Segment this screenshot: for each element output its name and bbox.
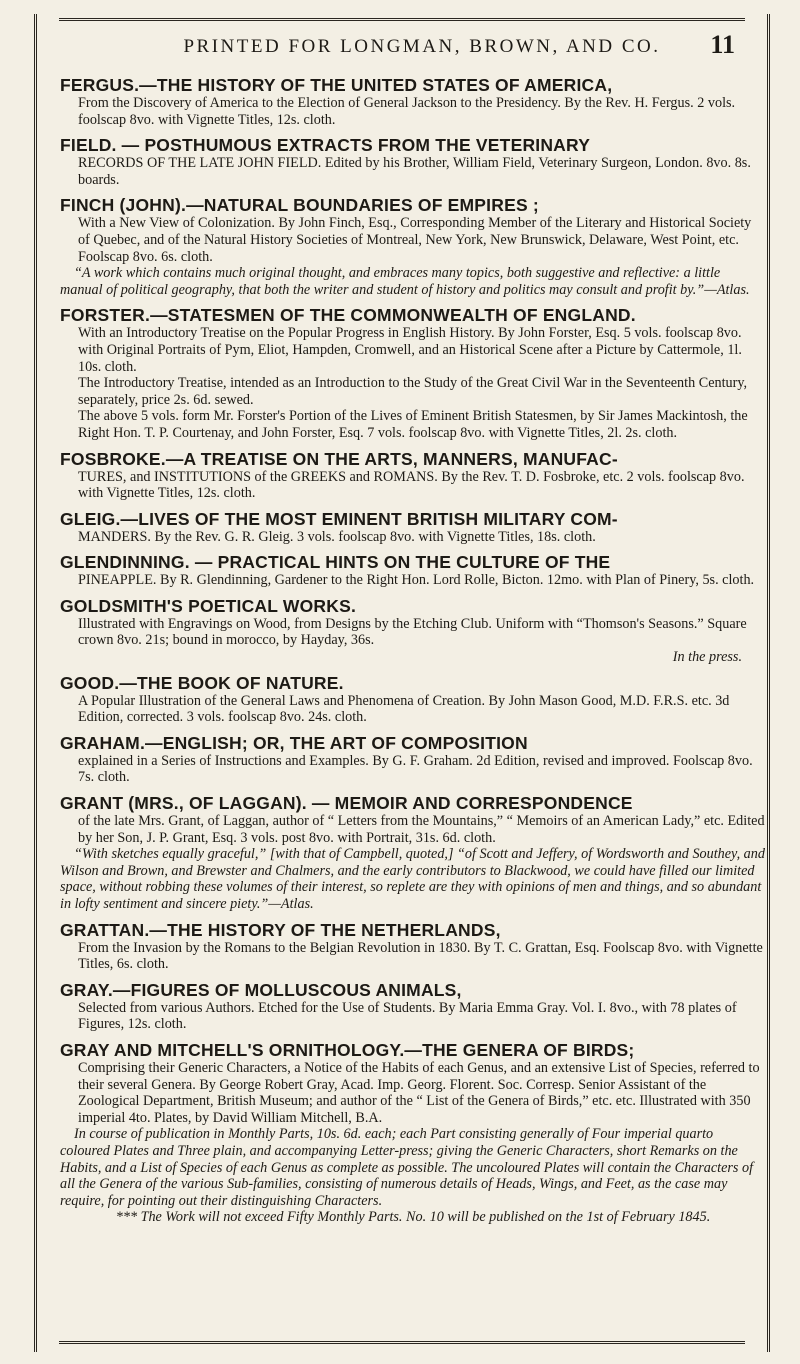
publication-notice: In course of publication in Monthly Parts, 10s. 6d. each; each Part consisting generally of Four imperial quarto coloured Plates and Three plain, and accompanying Letter-press; giving the Generic Characters, short Remarks on the Habits, and a List of Species of each Genus as complete as possible. The uncoloured Plates will contain the Characters of all the Genera of the various Sub-families, consisting of numerous details of Heads, Wings, and Feet, as the case may require, for pointing out their distinguishing Characters. bbox=[60, 1126, 754, 1209]
entry-description: Selected from various Authors. Etched for the Use of Students. By Maria Emma Gray. Vol. I. 8vo., with 78 plates of Figures, 12s. cloth. bbox=[78, 999, 737, 1033]
entry-description: PINEAPPLE. By R. Glendinning, Gardener to the Right Hon. Lord Rolle, Bicton. 12mo. with Plan of Pinery, 5s. cloth. bbox=[78, 572, 755, 589]
entry-title: GRAHAM.—ENGLISH; OR, THE ART OF COMPOSITION bbox=[60, 732, 528, 753]
entry-description: With an Introductory Treatise on the Popular Progress in English History. By John Forster, Esq. 5 vols. foolscap 8vo. with Original Portraits of Pym, Eliot, Hampden, Cromwell, and an Historical Scene after a Picture by Cattermole, 1l. 10s. cloth. bbox=[78, 325, 742, 375]
catalogue-entry bbox=[60, 76, 766, 128]
entry-title: GRAY.—FIGURES OF MOLLUSCOUS ANIMALS, bbox=[60, 979, 462, 1000]
entry-title: GOLDSMITH'S POETICAL WORKS. bbox=[60, 595, 357, 616]
catalogue-entry bbox=[60, 553, 766, 589]
entry-title: FINCH (JOHN).—NATURAL BOUNDARIES OF EMPIRES ; bbox=[60, 195, 539, 216]
entry-description: of the late Mrs. Grant, of Laggan, author of “ Letters from the Mountains,” “ Memoirs of an American Lady,” etc. Edited by her Son, J. P. Grant, Esq. 3 vols. post 8vo. with Portrait, 31s. 6d. cloth. bbox=[78, 813, 765, 846]
entry-description: Comprising their Generic Characters, a Notice of the Habits of each Genus, and an extensive List of Species, referred to their several Genera. By George Robert Gray, Acad. Imp. Georg. Florent. Soc. Corresp. Senior Assistant of the Zoological Department, British Museum; and author of the “ List of the Genera of Birds,” etc. etc. Illustrated with 350 imperial 4to. Plates, by David William Mitchell, B.A. bbox=[78, 1059, 760, 1126]
catalogue-entry bbox=[60, 981, 766, 1033]
entry-title: FERGUS.—THE HISTORY OF THE UNITED STATES OF AMERICA, bbox=[60, 75, 613, 95]
entry-description: The above 5 vols. form Mr. Forster's Portion of the Lives of Eminent British Statesmen, by Sir James Mackintosh, the Right Hon. T. P. Courtenay, and John Forster, Esq. 7 vols. foolscap 8vo. with Vignette Titles, 2l. 2s. cloth. bbox=[78, 408, 748, 441]
entry-title: GLENDINNING. — PRACTICAL HINTS ON THE CULTURE OF THE bbox=[60, 552, 611, 573]
catalogue-body bbox=[60, 76, 766, 1234]
catalogue-entry bbox=[60, 1041, 766, 1226]
entry-title: GRAY AND MITCHELL'S ORNITHOLOGY.—THE GENERA OF BIRDS; bbox=[60, 1039, 635, 1060]
page-number: 11 bbox=[710, 30, 735, 59]
catalogue-entry bbox=[60, 794, 766, 913]
catalogue-entry bbox=[60, 510, 766, 546]
parts-notice: *** The Work will not exceed Fifty Monthly Parts. No. 10 will be published on the 1st of February 1845. bbox=[115, 1209, 711, 1226]
catalogue-entry bbox=[60, 597, 766, 666]
page-header bbox=[107, 30, 737, 76]
review-quote: “A work which contains much original thought, and embraces many topics, both suggestive and reflective: a little manual of political geography, that both the writer and student of history and politics may consult and profit by.”—Atlas. bbox=[60, 265, 750, 298]
in-press-note: In the press. bbox=[672, 649, 742, 666]
entry-description: From the Discovery of America to the Election of General Jackson to the Presidency. By the Rev. H. Fergus. 2 vols. foolscap 8vo. with Vignette Titles, 12s. cloth. bbox=[78, 95, 736, 128]
entry-title: GRATTAN.—THE HISTORY OF THE NETHERLANDS, bbox=[60, 919, 501, 940]
entry-description: RECORDS OF THE LATE JOHN FIELD. Edited by his Brother, William Field, Veterinary Surgeon, London. 8vo. 8s. boards. bbox=[78, 155, 751, 188]
entry-title: GLEIG.—LIVES OF THE MOST EMINENT BRITISH MILITARY COM- bbox=[60, 508, 618, 529]
entry-description: With a New View of Colonization. By John Finch, Esq., Corresponding Member of the Literary and Historical Society of Quebec, and of the Natural History Societies of Montreal, New York, New Brunswick, Delaware, West Point, etc. Foolscap 8vo. 6s. cloth. bbox=[78, 215, 752, 265]
bottom-rule bbox=[59, 1341, 745, 1344]
entry-description: explained in a Series of Instructions and Examples. By G. F. Graham. 2d Edition, revised and improved. Foolscap 8vo. 7s. cloth. bbox=[78, 752, 753, 786]
entry-title: FIELD. — POSTHUMOUS EXTRACTS FROM THE VETERINARY bbox=[60, 135, 591, 156]
review-quote: “With sketches equally graceful,” [with that of Campbell, quoted,] “of Scott and Jeffery, of Wordsworth and Southey, and Wilson and Brown, and Brewster and Chalmers, and the early contributors to Blackwood, we could have filled our limited space, without robbing these volumes of their interest, so replete are they with opinions of men and things, and so abundant in lofty sentiment and sincere piety.”—Atlas. bbox=[60, 846, 765, 912]
entry-title: FOSBROKE.—A TREATISE ON THE ARTS, MANNERS, MANUFAC- bbox=[60, 448, 618, 469]
entry-description: A Popular Illustration of the General Laws and Phenomena of Creation. By John Mason Good, M.D. F.R.S. etc. 3d Edition, corrected. 3 vols. foolscap 8vo. 24s. cloth. bbox=[78, 692, 730, 726]
entry-description: TURES, and INSTITUTIONS of the GREEKS and ROMANS. By the Rev. T. D. Fosbroke, etc. 2 vols. foolscap 8vo. with Vignette Titles, 12s. cloth. bbox=[78, 468, 745, 502]
catalogue-entry bbox=[60, 136, 766, 188]
running-head: PRINTED FOR LONGMAN, BROWN, AND CO. bbox=[183, 36, 661, 57]
catalogue-entry bbox=[60, 196, 766, 298]
catalogue-entry bbox=[60, 674, 766, 726]
catalogue-entry bbox=[60, 306, 766, 441]
entry-title: GRANT (MRS., OF LAGGAN). — MEMOIR AND CORRESPONDENCE bbox=[60, 793, 633, 814]
entry-description: From the Invasion by the Romans to the Belgian Revolution in 1830. By T. C. Grattan, Esq. Foolscap 8vo. with Vignette Titles, 6s. cloth. bbox=[78, 939, 763, 973]
entry-description: MANDERS. By the Rev. G. R. Gleig. 3 vols. foolscap 8vo. with Vignette Titles, 18s. cloth. bbox=[78, 528, 596, 545]
entry-description: Illustrated with Engravings on Wood, from Designs by the Etching Club. Uniform with “Thomson's Seasons.” Square crown 8vo. 21s; bound in morocco, by Hayday, 36s. bbox=[78, 615, 747, 649]
top-rule bbox=[59, 18, 745, 21]
catalogue-entry bbox=[60, 450, 766, 502]
catalogue-entry bbox=[60, 734, 766, 786]
entry-title: FORSTER.—STATESMEN OF THE COMMONWEALTH OF ENGLAND. bbox=[60, 305, 636, 326]
catalogue-entry bbox=[60, 921, 766, 973]
entry-description: The Introductory Treatise, intended as an Introduction to the Study of the Great Civil War in the Seventeenth Century, separately, price 2s. 6d. sewed. bbox=[78, 375, 748, 408]
entry-title: GOOD.—THE BOOK OF NATURE. bbox=[60, 672, 344, 693]
